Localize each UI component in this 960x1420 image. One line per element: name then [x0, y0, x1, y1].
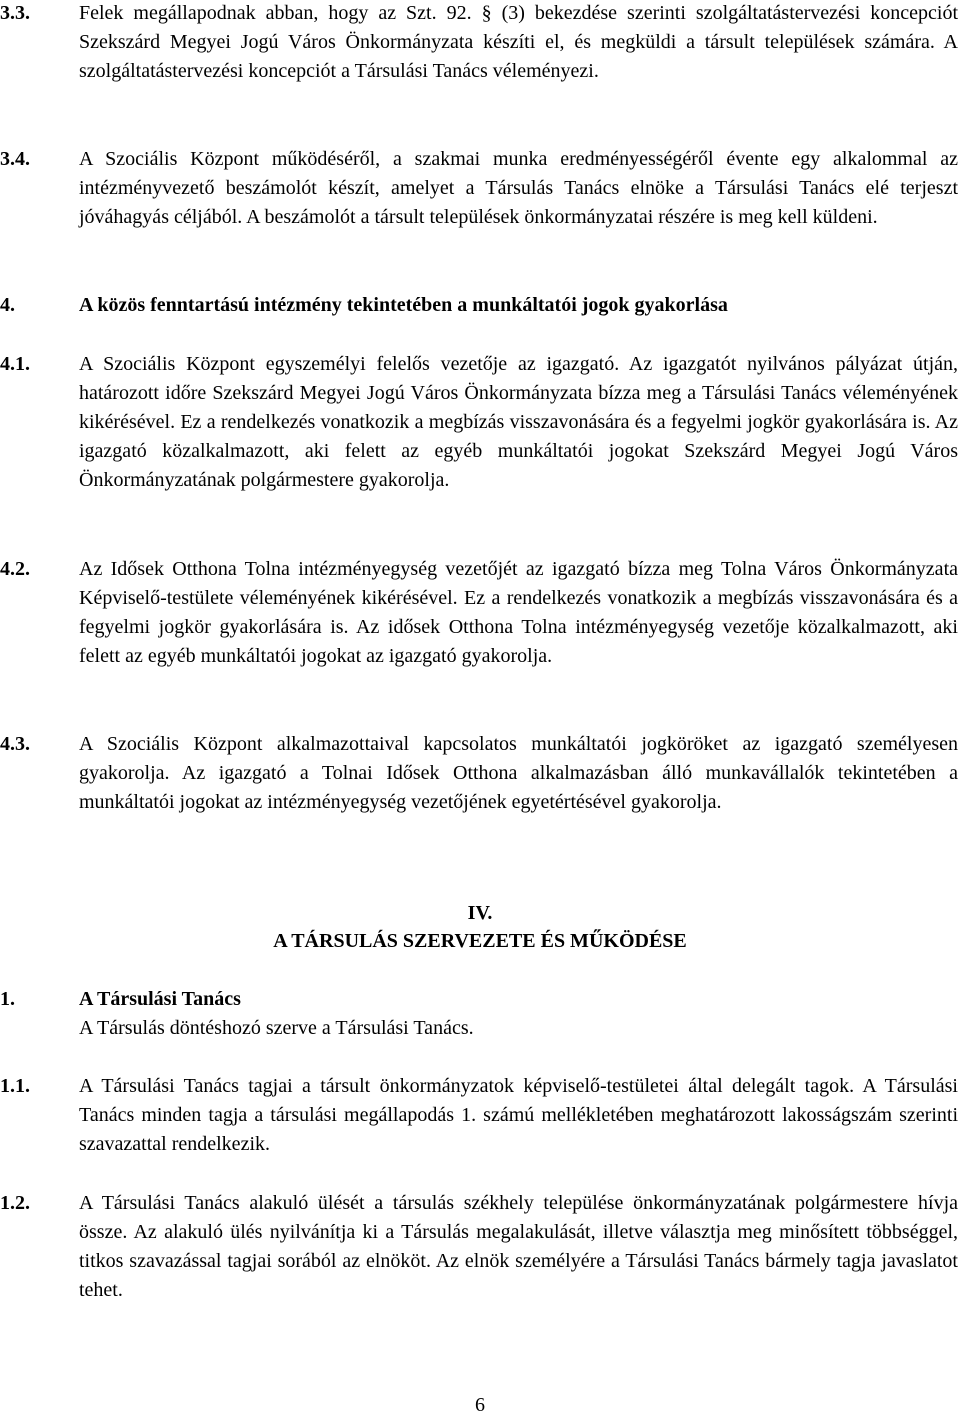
section-4-3	[0, 730, 958, 817]
subsection-1-2	[0, 1189, 958, 1305]
chapter-roman-numeral: IV.	[467, 902, 493, 924]
subsection-text: A Társulási Tanács tagjai a társult önkormányzatok képviselő-testületei által delegált tagok. A Társulási Tanács minden tagja a társulási megállapodás 1. számú mellékletében meghatározott lakosságszám szerinti szavazattal rendelkezik.	[79, 1075, 958, 1155]
section-text: A Szociális Központ működéséről, a szakmai munka eredményességéről évente egy alkalommal az intézményvezető beszámolót készít, amelyet a Társulás Tanács elnöke a Társulási Tanács elé terjeszt jóváhagyás céljából. A beszámolót a társult települések önkormányzatai részére is meg kell küldeni.	[79, 148, 958, 228]
section-4-heading	[0, 291, 958, 320]
section-text: Az Idősek Otthona Tolna intézményegység vezetőjét az igazgató bízza meg Tolna Város Önkormányzata Képviselő-testülete véleményének kikérésével. Ez a rendelkezés vonatkozik a megbízás visszavonására és a fegyelmi jogkör gyakorlására is. Az idősek Otthona Tolna intézményegység vezetője közalkalmazott, aki felett az egyéb munkáltatói jogokat az igazgató gyakorolja.	[79, 558, 958, 667]
section-number: 4.	[0, 294, 15, 316]
section-4-2	[0, 555, 958, 671]
section-number: 3.4.	[0, 148, 30, 170]
subsection-1-1	[0, 1072, 958, 1159]
subsection-heading: A Társulási Tanács	[79, 988, 241, 1010]
section-3-3	[0, 0, 958, 86]
section-4-1	[0, 350, 958, 495]
section-number: 4.2.	[0, 558, 30, 580]
subsection-text: A Társulás döntéshozó szerve a Társulási Tanács.	[79, 1017, 474, 1039]
section-3-4	[0, 145, 958, 232]
chapter-title: A TÁRSULÁS SZERVEZETE ÉS MŰKÖDÉSE	[273, 930, 687, 952]
subsection-1	[0, 985, 958, 1043]
section-number: 4.1.	[0, 353, 30, 375]
section-text: A Szociális Központ egyszemélyi felelős vezetője az igazgató. Az igazgatót nyilvános pályázat útján, határozott időre Szekszárd Megyei Jogú Város Önkormányzata bízza meg a Társulási Tanács véleményének kikérésével. Ez a rendelkezés vonatkozik a megbízás visszavonására és a fegyelmi jogkör gyakorlására is. Az igazgató közalkalmazott, aki felett az egyéb munkáltatói jogokat Szekszárd Megyei Jogú Város Önkormányzatának polgármestere gyakorolja.	[79, 353, 958, 491]
section-heading: A közös fenntartású intézmény tekintetében a munkáltatói jogok gyakorlása	[79, 294, 728, 316]
section-text: Felek megállapodnak abban, hogy az Szt. 92. § (3) bekezdése szerinti szolgáltatástervezési koncepciót Szekszárd Megyei Jogú Város Önkormányzata készíti el, és megküldi a társult települések számára. A szolgáltatástervezési koncepciót a Társulási Tanács véleményezi.	[79, 2, 958, 82]
subsection-number: 1.1.	[0, 1075, 30, 1097]
subsection-number: 1.2.	[0, 1192, 30, 1214]
subsection-text: A Társulási Tanács alakuló ülését a társulás székhely települése önkormányzatának polgármestere hívja össze. Az alakuló ülés nyilvánítja ki a Társulás megalakulását, illetve választja meg minősített többséggel, titkos szavazással tagjai sorából az elnököt. Az elnök személyére a Társulási Tanács bármely tagja javaslatot tehet.	[79, 1192, 958, 1301]
subsection-number: 1.	[0, 988, 15, 1010]
section-number: 4.3.	[0, 733, 30, 755]
section-text: A Szociális Központ alkalmazottaival kapcsolatos munkáltatói jogköröket az igazgató személyesen gyakorolja. Az igazgató a Tolnai Idősek Otthona alkalmazásban álló munkavállalók tekintetében a munkáltatói jogokat az intézményegység vezetőjének egyetértésével gyakorolja.	[79, 733, 958, 813]
page-number: 6	[475, 1394, 485, 1416]
section-number: 3.3.	[0, 2, 30, 24]
